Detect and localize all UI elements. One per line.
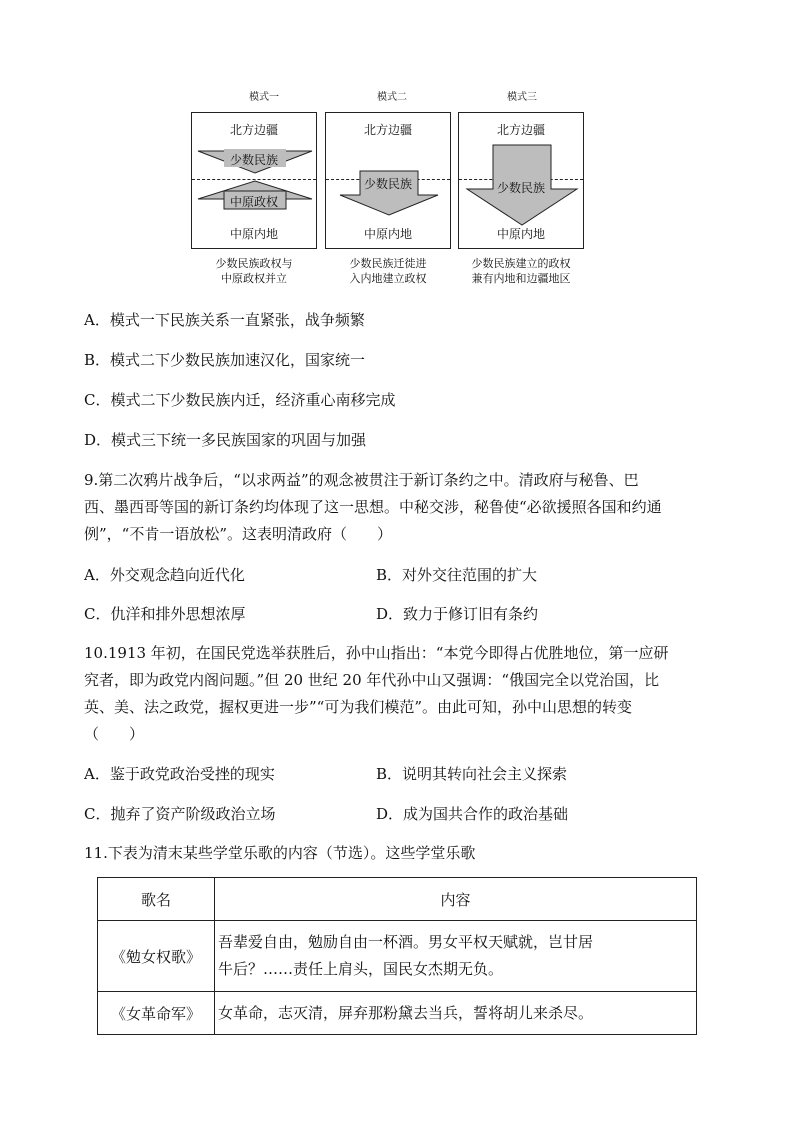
mode-3-caption-line-1: 少数民族建立的政权 (471, 257, 571, 270)
school-songs-table (97, 877, 697, 1035)
q9-option-a: A．外交观念趋向近代化 (84, 566, 245, 584)
mode-1-border-line (192, 179, 316, 180)
mode-3-caption (453, 256, 589, 286)
mode-2-title: 模式二 (377, 92, 407, 103)
q10-stem-line-2: 究者，即为政党内阁问题。”但 20 世纪 20 年代孙中山又强调：“俄国完全以党治国，比 (84, 671, 660, 689)
q11-stem: 11.下表为清末某些学堂乐歌的内容（节选）。这些学堂乐歌 (84, 844, 476, 862)
q10-option-b: B．说明其转向社会主义探索 (376, 765, 568, 783)
q9-stem-line-1: 9.第二次鸦片战争后，“以求两益”的观念被贯注于新订条约之中。清政府与秘鲁、巴 (84, 471, 639, 489)
mode-2-caption-line-2: 入内地建立政权 (349, 272, 427, 285)
song-content-line: 吾辈爱自由，勉励自由一杯酒。男女平权天赋就，岂甘居 (218, 933, 594, 951)
q9-option-c: C．仇洋和排外思想浓厚 (84, 605, 246, 623)
song-content (215, 992, 697, 1035)
mode-2-top-label: 北方边疆 (363, 123, 412, 137)
song-content-line: 女革命，志灭清，屏弃那粉黛去当兵，誓将胡儿来杀尽。 (218, 1003, 594, 1022)
q10-stem-line-4: （ ） (84, 725, 145, 743)
mode-1-panel (191, 112, 317, 249)
q10-stem (84, 641, 668, 747)
mode-3-bottom-label: 中原内地 (496, 227, 545, 241)
mode-2-panel (325, 112, 451, 249)
song-content-line: 牛后？……责任上肩头，国民女杰期无负。 (218, 960, 504, 978)
q10-option-d: D．成为国共合作的政治基础 (376, 805, 569, 823)
q9-stem-line-2: 西、墨西哥等国的新订条约均体现了这一思想。中秘交涉，秘鲁使“必欲援照各国和约通 (84, 498, 662, 516)
table-header-row (98, 878, 697, 921)
header-content: 内容 (215, 878, 697, 921)
q8-option-c: C．模式二下少数民族内迁，经济重心南移完成 (84, 391, 396, 409)
mode-2-caption (325, 256, 451, 286)
table-row (98, 921, 697, 992)
mode-1-minority-label: 少数民族 (229, 153, 278, 167)
mode-3-minority-label: 少数民族 (496, 181, 545, 195)
song-content (215, 921, 697, 992)
q9-option-d: D．致力于修订旧有条约 (376, 605, 539, 623)
q8-option-d: D．模式三下统一多民族国家的巩固与加强 (84, 431, 367, 449)
q8-option-b: B．模式二下少数民族加速汉化，国家统一 (84, 351, 366, 369)
mode-1-title: 模式一 (249, 92, 279, 103)
mode-3-caption-line-2: 兼有内地和边疆地区 (471, 272, 571, 285)
mode-1-caption (191, 256, 317, 286)
mode-2-bottom-label: 中原内地 (363, 227, 412, 241)
mode-1-top-label: 北方边疆 (229, 123, 278, 137)
header-song-name: 歌名 (98, 878, 215, 921)
mode-1-caption-line-2: 中原政权并立 (221, 272, 287, 285)
q10-option-a: A．鉴于政党政治受挫的现实 (84, 765, 275, 783)
mode-3-top-label: 北方边疆 (496, 123, 545, 137)
q9-stem (84, 468, 662, 547)
mode-1-caption-line-1: 少数民族政权与 (215, 257, 293, 270)
mode-3-panel (458, 112, 584, 249)
q10-option-c: C．抛弃了资产阶级政治立场 (84, 805, 276, 823)
song-name: 《女革命军》 (98, 992, 215, 1035)
q10-stem-line-1: 10.1913 年初，在国民党选举获胜后，孙中山指出：“本党今即得占优胜地位，第一应研 (84, 644, 669, 662)
q8-option-a: A．模式一下民族关系一直紧张，战争频繁 (84, 311, 365, 329)
table-row (98, 992, 697, 1035)
mode-1-central-label: 中原政权 (229, 195, 278, 209)
mode-2-minority-label: 少数民族 (363, 177, 412, 191)
mode-3-title: 模式三 (507, 92, 537, 103)
ethnic-mode-diagram (191, 86, 591, 286)
mode-2-caption-line-1: 少数民族迁徙进 (349, 257, 427, 270)
q9-option-b: B．对外交往范围的扩大 (376, 566, 538, 584)
q9-stem-line-3: 例”，“不肯一语放松”。这表明清政府（ ） (84, 525, 393, 543)
q10-stem-line-3: 英、美、法之政党，握权更进一步”“可为我们模范”。由此可知，孙中山思想的转变 (84, 698, 633, 716)
song-name: 《勉女权歌》 (98, 921, 215, 992)
mode-1-bottom-label: 中原内地 (229, 227, 278, 241)
